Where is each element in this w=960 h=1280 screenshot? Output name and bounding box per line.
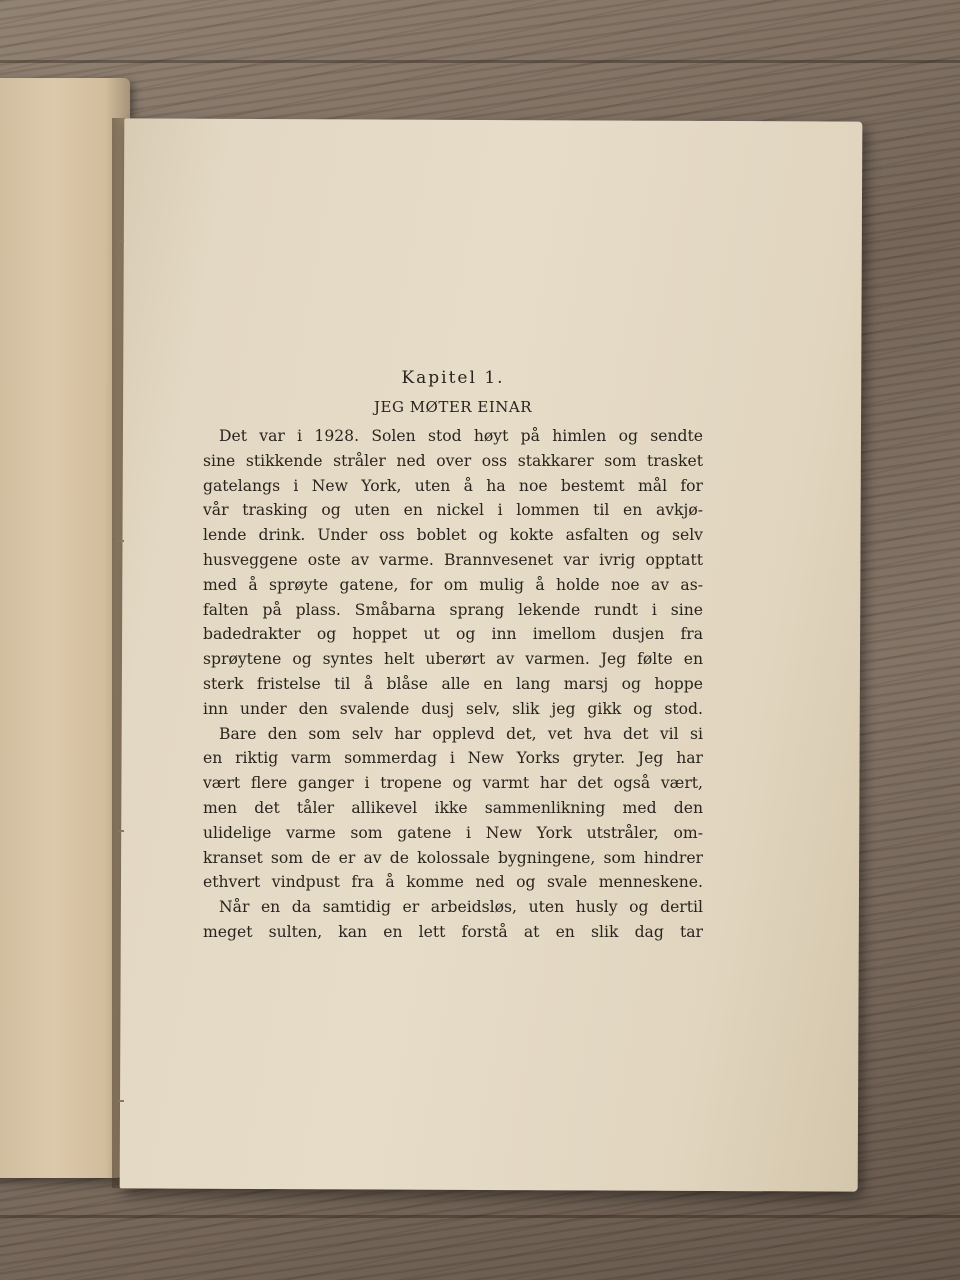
table-plank-seam — [0, 1215, 960, 1218]
text-line: ethvert vindpust fra å komme ned og svale menneskene. — [203, 873, 703, 892]
binding-stitch — [118, 1100, 124, 1102]
text-line: sine stikkende stråler ned over oss stakkarer som trasket — [203, 451, 703, 470]
text-line: men det tåler allikevel ikke sammenlikning med den — [203, 798, 703, 817]
text-line: med å sprøyte gatene, for om mulig å holde noe av as- — [203, 575, 703, 594]
binding-stitch — [118, 540, 124, 542]
text-line: sprøytene og syntes helt uberørt av varmen. Jeg følte en — [203, 650, 703, 669]
chapter-number: Kapitel 1. — [401, 368, 505, 388]
text-line: Når en da samtidig er arbeidsløs, uten husly og dertil — [219, 898, 703, 917]
binding-stitch — [118, 830, 124, 832]
page-text-block — [203, 368, 703, 945]
text-line: gatelangs i New York, uten å ha noe bestemt mål for — [203, 476, 703, 495]
table-plank-seam — [0, 60, 960, 63]
text-line: badedrakter og hoppet ut og inn imellom dusjen fra — [203, 625, 703, 644]
text-line: falten på plass. Småbarna sprang lekende rundt i sine — [203, 600, 703, 619]
text-line: sterk fristelse til å blåse alle en lang marsj og hoppe — [203, 674, 703, 693]
text-line: vært flere ganger i tropene og varmt har det også vært, — [203, 774, 703, 793]
binding-stitch — [118, 240, 124, 242]
text-line: en riktig varm sommerdag i New Yorks gryter. Jeg har — [203, 749, 703, 768]
text-line: Bare den som selv har opplevd det, vet hva det vil si — [219, 724, 703, 743]
text-line: lende drink. Under oss boblet og kokte asfalten og selv — [203, 526, 703, 545]
text-line: husveggene oste av varme. Brannvesenet var ivrig opptatt — [203, 550, 703, 569]
text-line: kranset som de er av de kolossale bygningene, som hindrer — [203, 848, 703, 867]
text-line: inn under den svalende dusj selv, slik jeg gikk og stod. — [203, 699, 703, 718]
text-line: vår trasking og uten en nickel i lommen til en avkjø- — [203, 501, 703, 520]
text-line: Det var i 1928. Solen stod høyt på himlen og sendte — [219, 427, 703, 445]
left-book-page — [0, 78, 130, 1178]
text-line: ulidelige varme som gatene i New York utstråler, om- — [203, 823, 703, 842]
body-text — [203, 424, 703, 945]
chapter-title: JEG MØTER EINAR — [373, 398, 532, 416]
text-line: meget sulten, kan en lett forstå at en slik dag tar — [203, 922, 703, 941]
